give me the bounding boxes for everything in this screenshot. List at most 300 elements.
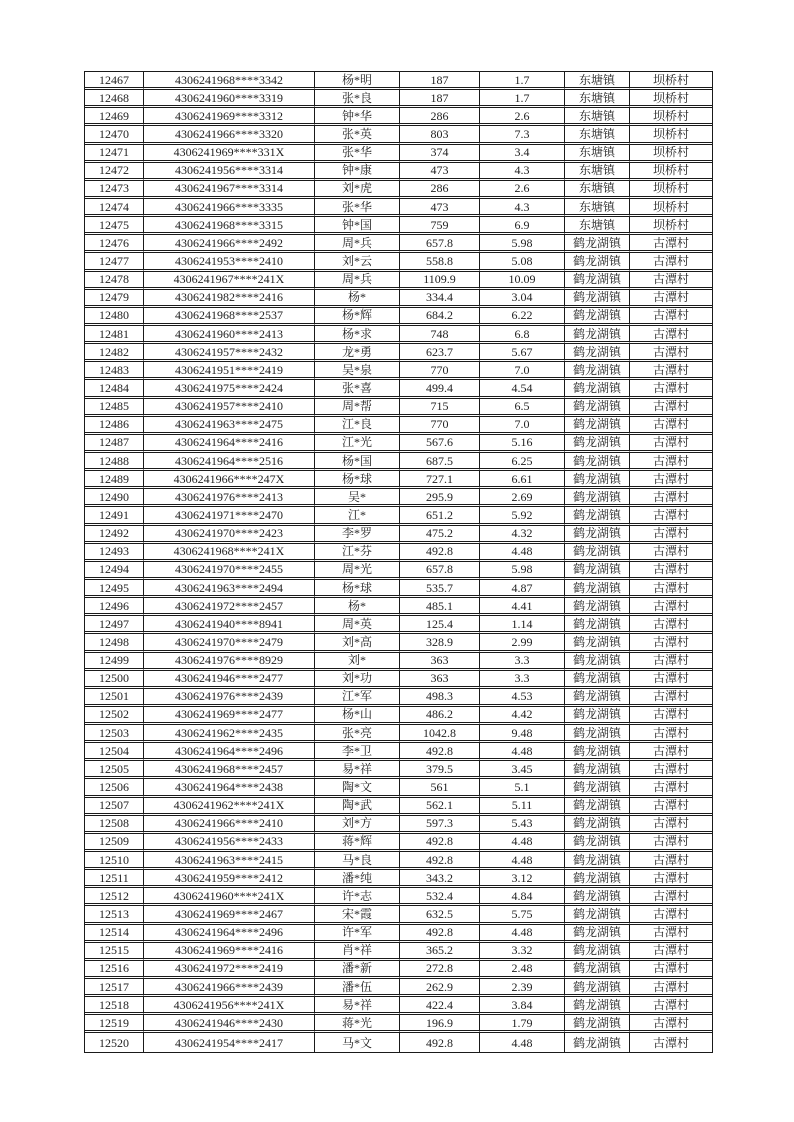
table-row — [85, 925, 712, 943]
cell-id-card-number: 4306241970****2423 — [144, 526, 315, 544]
cell-masked-name: 周*帮 — [315, 399, 400, 417]
cell-value-a: 597.3 — [400, 816, 480, 834]
cell-value-b: 4.32 — [480, 526, 565, 544]
cell-id-card-number: 4306241957****2432 — [144, 344, 315, 362]
cell-id-card-number: 4306241972****2457 — [144, 598, 315, 616]
cell-town: 鹤龙湖镇 — [565, 798, 630, 816]
cell-masked-name: 易*祥 — [315, 997, 400, 1015]
cell-serial-number: 12473 — [85, 181, 144, 199]
cell-value-b: 3.3 — [480, 671, 565, 689]
cell-serial-number: 12511 — [85, 870, 144, 888]
cell-masked-name: 马*良 — [315, 852, 400, 870]
cell-value-a: 558.8 — [400, 253, 480, 271]
cell-value-b: 3.32 — [480, 943, 565, 961]
table-row — [85, 235, 712, 253]
cell-value-a: 532.4 — [400, 888, 480, 906]
cell-masked-name: 周*光 — [315, 562, 400, 580]
cell-id-card-number: 4306241968****3342 — [144, 72, 315, 90]
cell-serial-number: 12506 — [85, 779, 144, 797]
table-row — [85, 544, 712, 562]
table-row — [85, 979, 712, 997]
records-table-body — [85, 72, 712, 1052]
cell-village: 古潭村 — [630, 671, 712, 689]
cell-town: 鹤龙湖镇 — [565, 979, 630, 997]
cell-village: 坝桥村 — [630, 90, 712, 108]
cell-value-b: 6.61 — [480, 471, 565, 489]
cell-masked-name: 周*兵 — [315, 235, 400, 253]
cell-value-a: 770 — [400, 417, 480, 435]
cell-value-b: 5.98 — [480, 562, 565, 580]
cell-village: 古潭村 — [630, 725, 712, 743]
cell-serial-number: 12500 — [85, 671, 144, 689]
cell-serial-number: 12481 — [85, 326, 144, 344]
cell-town: 东塘镇 — [565, 72, 630, 90]
cell-village: 古潭村 — [630, 653, 712, 671]
table-row — [85, 653, 712, 671]
cell-id-card-number: 4306241960****3319 — [144, 90, 315, 108]
table-row — [85, 616, 712, 634]
cell-masked-name: 江*军 — [315, 689, 400, 707]
cell-town: 鹤龙湖镇 — [565, 235, 630, 253]
table-row — [85, 1015, 712, 1033]
cell-id-card-number: 4306241969****3312 — [144, 108, 315, 126]
cell-town: 鹤龙湖镇 — [565, 634, 630, 652]
cell-serial-number: 12510 — [85, 852, 144, 870]
table-row — [85, 761, 712, 779]
cell-masked-name: 李*罗 — [315, 526, 400, 544]
cell-value-b: 4.48 — [480, 852, 565, 870]
table-row — [85, 145, 712, 163]
table-row — [85, 834, 712, 852]
cell-serial-number: 12514 — [85, 925, 144, 943]
table-row — [85, 344, 712, 362]
cell-town: 东塘镇 — [565, 163, 630, 181]
cell-village: 坝桥村 — [630, 181, 712, 199]
cell-serial-number: 12474 — [85, 199, 144, 217]
cell-value-b: 1.7 — [480, 90, 565, 108]
cell-village: 古潭村 — [630, 689, 712, 707]
cell-value-b: 4.48 — [480, 743, 565, 761]
table-row — [85, 598, 712, 616]
cell-masked-name: 杨* — [315, 290, 400, 308]
cell-value-a: 1109.9 — [400, 272, 480, 290]
cell-village: 古潭村 — [630, 616, 712, 634]
cell-village: 古潭村 — [630, 526, 712, 544]
cell-id-card-number: 4306241960****241X — [144, 888, 315, 906]
cell-value-a: 492.8 — [400, 834, 480, 852]
cell-value-a: 328.9 — [400, 634, 480, 652]
cell-id-card-number: 4306241956****3314 — [144, 163, 315, 181]
cell-town: 鹤龙湖镇 — [565, 562, 630, 580]
cell-value-a: 632.5 — [400, 906, 480, 924]
cell-town: 鹤龙湖镇 — [565, 725, 630, 743]
cell-id-card-number: 4306241967****3314 — [144, 181, 315, 199]
cell-id-card-number: 4306241966****3320 — [144, 126, 315, 144]
cell-serial-number: 12498 — [85, 634, 144, 652]
table-row — [85, 435, 712, 453]
cell-id-card-number: 4306241960****2413 — [144, 326, 315, 344]
cell-serial-number: 12484 — [85, 380, 144, 398]
cell-town: 鹤龙湖镇 — [565, 453, 630, 471]
cell-masked-name: 潘*纯 — [315, 870, 400, 888]
cell-village: 坝桥村 — [630, 126, 712, 144]
cell-id-card-number: 4306241962****2435 — [144, 725, 315, 743]
cell-town: 鹤龙湖镇 — [565, 308, 630, 326]
cell-masked-name: 吴* — [315, 489, 400, 507]
cell-value-a: 623.7 — [400, 344, 480, 362]
cell-town: 东塘镇 — [565, 181, 630, 199]
cell-value-b: 5.43 — [480, 816, 565, 834]
cell-serial-number: 12480 — [85, 308, 144, 326]
cell-value-a: 196.9 — [400, 1015, 480, 1033]
cell-serial-number: 12470 — [85, 126, 144, 144]
cell-value-a: 473 — [400, 199, 480, 217]
cell-value-a: 187 — [400, 90, 480, 108]
cell-id-card-number: 4306241976****2439 — [144, 689, 315, 707]
table-row — [85, 108, 712, 126]
cell-serial-number: 12496 — [85, 598, 144, 616]
cell-village: 古潭村 — [630, 272, 712, 290]
cell-town: 鹤龙湖镇 — [565, 471, 630, 489]
cell-town: 鹤龙湖镇 — [565, 435, 630, 453]
cell-value-a: 343.2 — [400, 870, 480, 888]
cell-masked-name: 张*喜 — [315, 380, 400, 398]
cell-serial-number: 12478 — [85, 272, 144, 290]
cell-masked-name: 周*兵 — [315, 272, 400, 290]
cell-id-card-number: 4306241963****2494 — [144, 580, 315, 598]
cell-value-a: 684.2 — [400, 308, 480, 326]
table-row — [85, 272, 712, 290]
table-row — [85, 997, 712, 1015]
cell-id-card-number: 4306241956****2433 — [144, 834, 315, 852]
table-row — [85, 417, 712, 435]
cell-id-card-number: 4306241970****2479 — [144, 634, 315, 652]
cell-value-b: 5.92 — [480, 507, 565, 525]
cell-village: 古潭村 — [630, 888, 712, 906]
cell-village: 古潭村 — [630, 344, 712, 362]
cell-value-b: 2.69 — [480, 489, 565, 507]
cell-town: 鹤龙湖镇 — [565, 816, 630, 834]
cell-masked-name: 刘*高 — [315, 634, 400, 652]
cell-value-a: 1042.8 — [400, 725, 480, 743]
table-row — [85, 380, 712, 398]
table-row — [85, 290, 712, 308]
cell-id-card-number: 4306241982****2416 — [144, 290, 315, 308]
cell-masked-name: 刘* — [315, 653, 400, 671]
cell-value-b: 4.48 — [480, 544, 565, 562]
cell-masked-name: 潘*伍 — [315, 979, 400, 997]
cell-town: 鹤龙湖镇 — [565, 326, 630, 344]
cell-masked-name: 钟*康 — [315, 163, 400, 181]
table-row — [85, 743, 712, 761]
cell-serial-number: 12489 — [85, 471, 144, 489]
cell-serial-number: 12468 — [85, 90, 144, 108]
cell-masked-name: 吴*泉 — [315, 362, 400, 380]
cell-value-a: 492.8 — [400, 925, 480, 943]
table-row — [85, 707, 712, 725]
cell-town: 鹤龙湖镇 — [565, 761, 630, 779]
cell-masked-name: 易*祥 — [315, 761, 400, 779]
cell-serial-number: 12494 — [85, 562, 144, 580]
cell-town: 鹤龙湖镇 — [565, 707, 630, 725]
cell-value-a: 363 — [400, 671, 480, 689]
cell-value-a: 727.1 — [400, 471, 480, 489]
cell-town: 东塘镇 — [565, 217, 630, 235]
cell-masked-name: 钟*国 — [315, 217, 400, 235]
cell-masked-name: 肖*祥 — [315, 943, 400, 961]
cell-id-card-number: 4306241964****2416 — [144, 435, 315, 453]
cell-village: 古潭村 — [630, 906, 712, 924]
cell-id-card-number: 4306241969****2416 — [144, 943, 315, 961]
cell-value-a: 422.4 — [400, 997, 480, 1015]
cell-masked-name: 刘*方 — [315, 816, 400, 834]
cell-town: 鹤龙湖镇 — [565, 507, 630, 525]
cell-serial-number: 12512 — [85, 888, 144, 906]
cell-serial-number: 12471 — [85, 145, 144, 163]
cell-village: 古潭村 — [630, 235, 712, 253]
cell-serial-number: 12495 — [85, 580, 144, 598]
cell-serial-number: 12509 — [85, 834, 144, 852]
table-row — [85, 181, 712, 199]
cell-value-b: 5.1 — [480, 779, 565, 797]
cell-masked-name: 张*华 — [315, 145, 400, 163]
cell-village: 古潭村 — [630, 308, 712, 326]
cell-id-card-number: 4306241966****247X — [144, 471, 315, 489]
cell-id-card-number: 4306241976****8929 — [144, 653, 315, 671]
table-row — [85, 816, 712, 834]
cell-value-a: 657.8 — [400, 235, 480, 253]
cell-value-a: 485.1 — [400, 598, 480, 616]
cell-value-a: 486.2 — [400, 707, 480, 725]
cell-town: 鹤龙湖镇 — [565, 362, 630, 380]
cell-serial-number: 12477 — [85, 253, 144, 271]
cell-id-card-number: 4306241968****2537 — [144, 308, 315, 326]
cell-masked-name: 龙*勇 — [315, 344, 400, 362]
cell-village: 坝桥村 — [630, 217, 712, 235]
cell-town: 鹤龙湖镇 — [565, 925, 630, 943]
cell-value-b: 4.42 — [480, 707, 565, 725]
cell-village: 古潭村 — [630, 507, 712, 525]
table-row — [85, 326, 712, 344]
cell-village: 坝桥村 — [630, 199, 712, 217]
cell-id-card-number: 4306241969****2477 — [144, 707, 315, 725]
cell-value-b: 2.99 — [480, 634, 565, 652]
cell-town: 鹤龙湖镇 — [565, 888, 630, 906]
cell-id-card-number: 4306241968****2457 — [144, 761, 315, 779]
table-row — [85, 562, 712, 580]
cell-masked-name: 江*芬 — [315, 544, 400, 562]
cell-masked-name: 潘*新 — [315, 961, 400, 979]
cell-masked-name: 杨*求 — [315, 326, 400, 344]
cell-value-b: 4.41 — [480, 598, 565, 616]
cell-village: 古潭村 — [630, 779, 712, 797]
cell-town: 鹤龙湖镇 — [565, 344, 630, 362]
table-row — [85, 906, 712, 924]
cell-value-b: 2.48 — [480, 961, 565, 979]
cell-serial-number: 12492 — [85, 526, 144, 544]
cell-town: 东塘镇 — [565, 108, 630, 126]
cell-village: 古潭村 — [630, 435, 712, 453]
cell-id-card-number: 4306241963****2475 — [144, 417, 315, 435]
cell-town: 鹤龙湖镇 — [565, 961, 630, 979]
cell-masked-name: 杨* — [315, 598, 400, 616]
table-row — [85, 870, 712, 888]
cell-value-a: 365.2 — [400, 943, 480, 961]
table-row — [85, 362, 712, 380]
cell-village: 古潭村 — [630, 489, 712, 507]
cell-id-card-number: 4306241964****2516 — [144, 453, 315, 471]
cell-masked-name: 钟*华 — [315, 108, 400, 126]
cell-town: 鹤龙湖镇 — [565, 399, 630, 417]
cell-serial-number: 12513 — [85, 906, 144, 924]
cell-town: 鹤龙湖镇 — [565, 997, 630, 1015]
cell-serial-number: 12497 — [85, 616, 144, 634]
cell-village: 古潭村 — [630, 380, 712, 398]
cell-village: 古潭村 — [630, 761, 712, 779]
cell-value-a: 567.6 — [400, 435, 480, 453]
cell-value-a: 657.8 — [400, 562, 480, 580]
cell-serial-number: 12516 — [85, 961, 144, 979]
cell-serial-number: 12504 — [85, 743, 144, 761]
cell-value-a: 286 — [400, 181, 480, 199]
cell-value-b: 3.12 — [480, 870, 565, 888]
cell-masked-name: 许*军 — [315, 925, 400, 943]
cell-serial-number: 12467 — [85, 72, 144, 90]
table-row — [85, 943, 712, 961]
cell-serial-number: 12508 — [85, 816, 144, 834]
cell-town: 鹤龙湖镇 — [565, 598, 630, 616]
cell-town: 鹤龙湖镇 — [565, 671, 630, 689]
cell-value-b: 1.14 — [480, 616, 565, 634]
cell-value-b: 5.75 — [480, 906, 565, 924]
cell-village: 古潭村 — [630, 743, 712, 761]
cell-village: 古潭村 — [630, 580, 712, 598]
cell-value-a: 651.2 — [400, 507, 480, 525]
table-row — [85, 90, 712, 108]
cell-serial-number: 12501 — [85, 689, 144, 707]
cell-value-b: 1.7 — [480, 72, 565, 90]
cell-masked-name: 江*光 — [315, 435, 400, 453]
cell-village: 古潭村 — [630, 707, 712, 725]
cell-town: 东塘镇 — [565, 90, 630, 108]
cell-value-b: 3.3 — [480, 653, 565, 671]
table-row — [85, 308, 712, 326]
cell-masked-name: 蒋*辉 — [315, 834, 400, 852]
cell-masked-name: 杨*球 — [315, 580, 400, 598]
cell-village: 古潭村 — [630, 979, 712, 997]
cell-masked-name: 陶*武 — [315, 798, 400, 816]
cell-village: 古潭村 — [630, 852, 712, 870]
cell-value-b: 3.4 — [480, 145, 565, 163]
cell-id-card-number: 4306241968****3315 — [144, 217, 315, 235]
cell-value-a: 535.7 — [400, 580, 480, 598]
table-row — [85, 634, 712, 652]
cell-town: 东塘镇 — [565, 145, 630, 163]
cell-village: 古潭村 — [630, 562, 712, 580]
cell-value-b: 6.9 — [480, 217, 565, 235]
cell-village: 古潭村 — [630, 816, 712, 834]
cell-village: 古潭村 — [630, 253, 712, 271]
table-row — [85, 163, 712, 181]
cell-value-b: 2.39 — [480, 979, 565, 997]
table-row — [85, 689, 712, 707]
cell-village: 坝桥村 — [630, 72, 712, 90]
cell-value-b: 3.45 — [480, 761, 565, 779]
table-row — [85, 471, 712, 489]
cell-value-b: 1.79 — [480, 1015, 565, 1033]
cell-village: 古潭村 — [630, 870, 712, 888]
cell-village: 古潭村 — [630, 634, 712, 652]
cell-town: 鹤龙湖镇 — [565, 526, 630, 544]
cell-value-b: 9.48 — [480, 725, 565, 743]
cell-value-b: 3.04 — [480, 290, 565, 308]
table-row — [85, 399, 712, 417]
cell-value-a: 687.5 — [400, 453, 480, 471]
cell-town: 鹤龙湖镇 — [565, 253, 630, 271]
cell-masked-name: 刘*功 — [315, 671, 400, 689]
cell-value-a: 379.5 — [400, 761, 480, 779]
cell-value-a: 561 — [400, 779, 480, 797]
cell-value-a: 492.8 — [400, 852, 480, 870]
cell-village: 古潭村 — [630, 399, 712, 417]
cell-value-a: 125.4 — [400, 616, 480, 634]
table-row — [85, 199, 712, 217]
cell-value-b: 5.16 — [480, 435, 565, 453]
cell-value-a: 374 — [400, 145, 480, 163]
cell-masked-name: 马*文 — [315, 1033, 400, 1051]
cell-serial-number: 12520 — [85, 1033, 144, 1051]
table-row — [85, 489, 712, 507]
cell-id-card-number: 4306241969****331X — [144, 145, 315, 163]
cell-id-card-number: 4306241967****241X — [144, 272, 315, 290]
cell-town: 鹤龙湖镇 — [565, 870, 630, 888]
cell-value-a: 562.1 — [400, 798, 480, 816]
table-row — [85, 852, 712, 870]
cell-id-card-number: 4306241957****2410 — [144, 399, 315, 417]
table-row — [85, 671, 712, 689]
cell-masked-name: 周*英 — [315, 616, 400, 634]
cell-village: 古潭村 — [630, 471, 712, 489]
cell-town: 鹤龙湖镇 — [565, 417, 630, 435]
cell-value-a: 334.4 — [400, 290, 480, 308]
cell-masked-name: 江* — [315, 507, 400, 525]
cell-town: 鹤龙湖镇 — [565, 380, 630, 398]
cell-serial-number: 12488 — [85, 453, 144, 471]
cell-village: 古潭村 — [630, 997, 712, 1015]
cell-serial-number: 12505 — [85, 761, 144, 779]
cell-town: 鹤龙湖镇 — [565, 544, 630, 562]
table-row — [85, 1033, 712, 1051]
cell-masked-name: 杨*国 — [315, 453, 400, 471]
cell-serial-number: 12503 — [85, 725, 144, 743]
cell-masked-name: 张*良 — [315, 90, 400, 108]
cell-village: 古潭村 — [630, 598, 712, 616]
cell-masked-name: 陶*文 — [315, 779, 400, 797]
cell-masked-name: 杨*辉 — [315, 308, 400, 326]
cell-town: 鹤龙湖镇 — [565, 689, 630, 707]
cell-serial-number: 12469 — [85, 108, 144, 126]
cell-value-b: 4.48 — [480, 1033, 565, 1051]
cell-masked-name: 张*亮 — [315, 725, 400, 743]
cell-value-b: 4.54 — [480, 380, 565, 398]
cell-value-b: 7.0 — [480, 362, 565, 380]
table-row — [85, 217, 712, 235]
cell-town: 鹤龙湖镇 — [565, 272, 630, 290]
cell-serial-number: 12475 — [85, 217, 144, 235]
cell-serial-number: 12493 — [85, 544, 144, 562]
cell-village: 坝桥村 — [630, 145, 712, 163]
cell-value-a: 272.8 — [400, 961, 480, 979]
